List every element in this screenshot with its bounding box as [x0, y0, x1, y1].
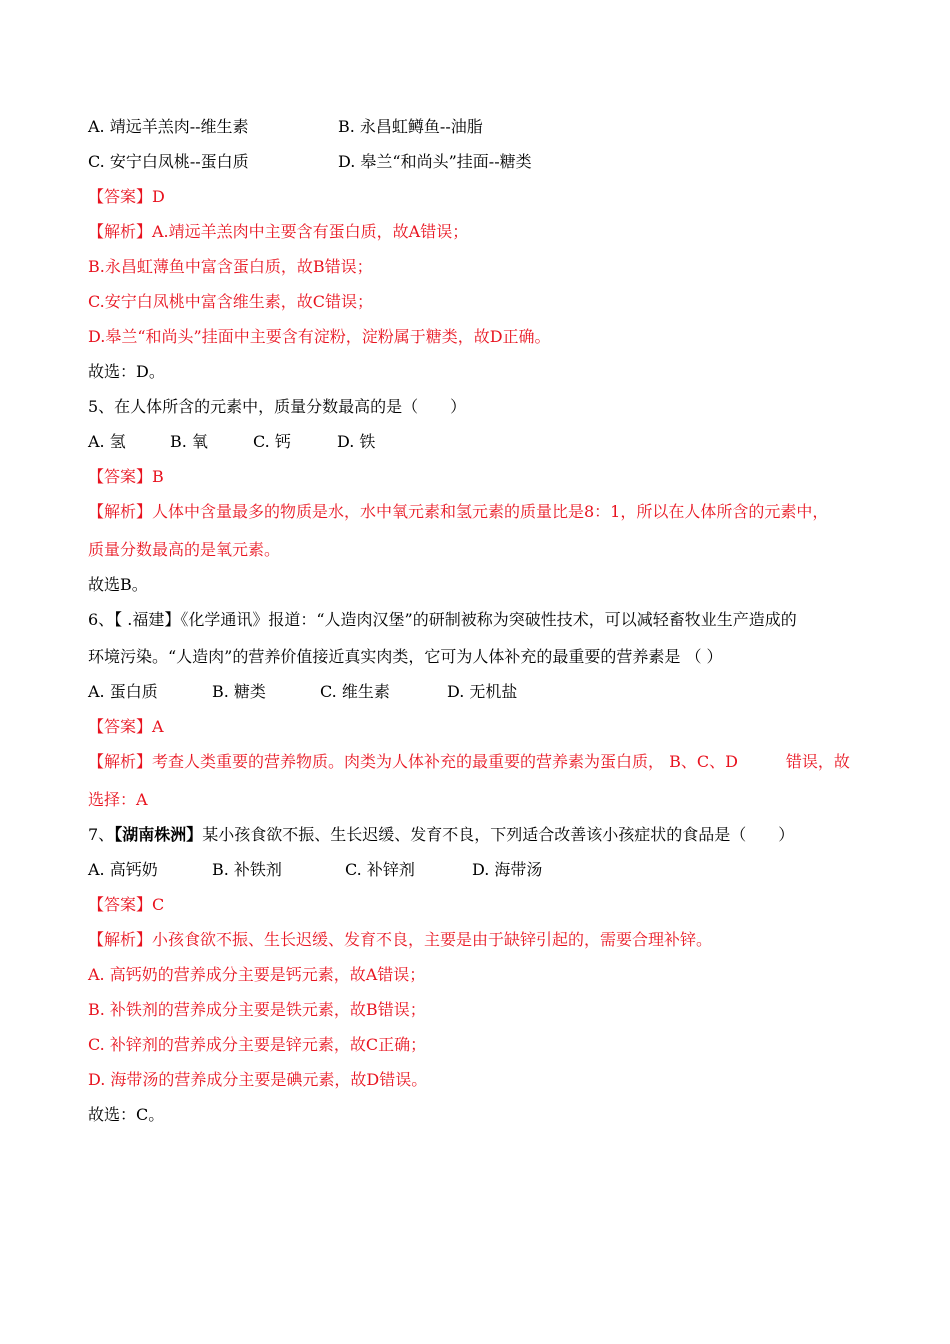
- q4-analysis-line: B.永昌虹薄鱼中富含蛋白质，故B错误；: [88, 257, 373, 276]
- q4-option-d: D. 皋兰“和尚头”挂面--糖类: [338, 152, 532, 171]
- q5-option-d: D. 铁: [337, 432, 376, 451]
- q6-option-d: D. 无机盐: [447, 682, 518, 701]
- q6-option-a: A. 蛋白质: [88, 682, 158, 701]
- q4-analysis-line: 【解析】A.靖远羊羔肉中主要含有蛋白质，故A错误；: [88, 222, 469, 241]
- q7-question-text: 某小孩食欲不振、生长迟缓、发育不良，下列适合改善该小孩症状的食品是（ ）: [202, 825, 795, 844]
- q5-option-a: A. 氢: [88, 432, 126, 451]
- q7-option-c: C. 补锌剂: [345, 860, 415, 879]
- q6-question-line: 环境污染。“人造肉”的营养价值接近真实肉类，它可为人体补充的最重要的营养素是 （ ）: [88, 647, 723, 666]
- q4-analysis-line: D.皋兰“和尚头”挂面中主要含有淀粉，淀粉属于糖类，故D正确。: [88, 327, 551, 346]
- q6-answer: 【答案】A: [88, 717, 164, 736]
- q4-option-a: A. 靖远羊羔肉--维生素: [88, 117, 249, 136]
- q7-conclusion: 故选：C。: [88, 1105, 165, 1124]
- q6-option-b: B. 糖类: [212, 682, 266, 701]
- q6-analysis-line: 【解析】考查人类重要的营养物质。肉类为人体补充的最重要的营养素为蛋白质， B、C、D 错误，故: [88, 752, 850, 771]
- q7-analysis-line: A. 高钙奶的营养成分主要是钙元素，故A错误；: [88, 965, 426, 984]
- q4-conclusion: 故选：D。: [88, 362, 165, 381]
- q4-option-c: C. 安宁白凤桃--蛋白质: [88, 152, 249, 171]
- q7-analysis-line: B. 补铁剂的营养成分主要是铁元素，故B错误；: [88, 1000, 426, 1019]
- q7-answer: 【答案】C: [88, 895, 165, 914]
- q4-answer: 【答案】D: [88, 187, 165, 206]
- q7-option-d: D. 海带汤: [472, 860, 543, 879]
- q7-option-b: B. 补铁剂: [212, 860, 282, 879]
- q5-question: 5、在人体所含的元素中，质量分数最高的是（ ）: [88, 397, 467, 416]
- q6-analysis-line: 选择：A: [88, 790, 148, 809]
- q7-question-source: 【湖南株洲】: [114, 825, 203, 844]
- q6-option-c: C. 维生素: [320, 682, 390, 701]
- q7-analysis-line: C. 补锌剂的营养成分主要是锌元素，故C正确；: [88, 1035, 427, 1054]
- q5-option-b: B. 氧: [170, 432, 208, 451]
- q7-question-number: 7、: [88, 825, 115, 844]
- q7-analysis-line: 【解析】小孩食欲不振、生长迟缓、发育不良，主要是由于缺锌引起的，需要合理补锌。: [88, 930, 713, 949]
- q5-analysis-line: 【解析】人体中含量最多的物质是水，水中氧元素和氢元素的质量比是8：1，所以在人体所含的元素中，: [88, 502, 829, 521]
- q7-question: [88, 825, 794, 845]
- q7-analysis-line: D. 海带汤的营养成分主要是碘元素，故D错误。: [88, 1070, 428, 1089]
- q5-answer: 【答案】B: [88, 467, 164, 486]
- q5-conclusion: 故选B。: [88, 575, 148, 594]
- q5-option-c: C. 钙: [253, 432, 291, 451]
- q4-option-b: B. 永昌虹鳟鱼--油脂: [338, 117, 483, 136]
- q4-analysis-line: C.安宁白凤桃中富含维生素，故C错误；: [88, 292, 374, 311]
- q5-analysis-line: 质量分数最高的是氧元素。: [88, 540, 281, 559]
- q7-option-a: A. 高钙奶: [88, 860, 158, 879]
- q6-question-line: 6、【 .福建】《化学通讯》报道：“人造肉汉堡”的研制被称为突破性技术，可以减轻畜牧业生产造成的: [88, 610, 797, 629]
